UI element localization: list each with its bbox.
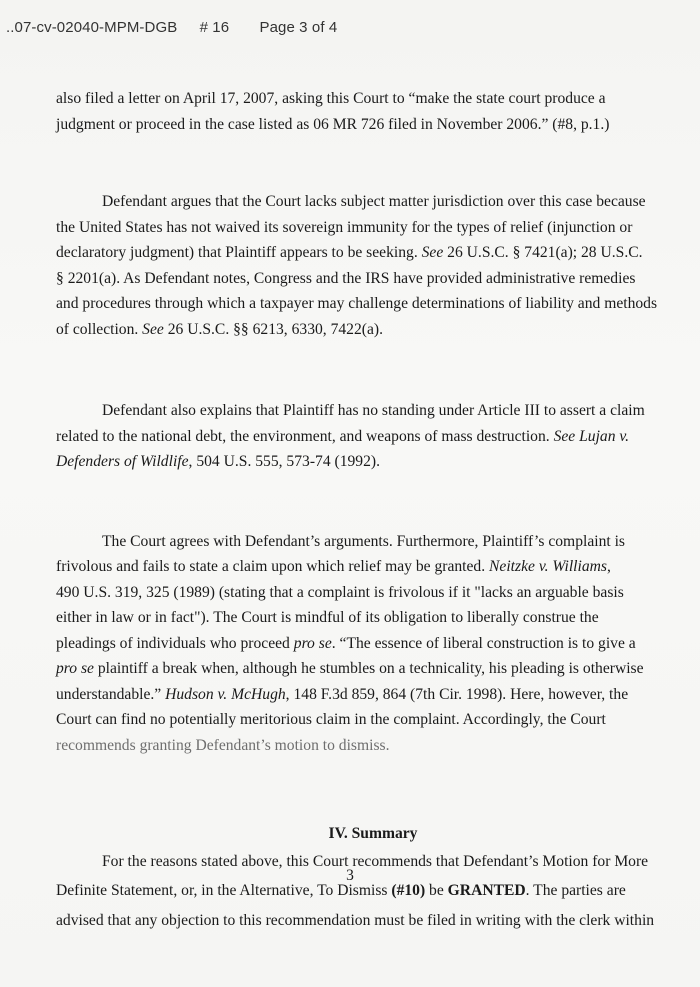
case-header	[6, 19, 337, 36]
text-line: Defenders of Wildlife, 504 U.S. 555, 573-74 (1992).	[56, 453, 380, 470]
text-line: Court can find no potentially meritorious claim in the complaint. Accordingly, the Court	[56, 711, 606, 728]
paragraph-continuation	[56, 86, 690, 137]
text-line: The Court agrees with Defendant’s arguments. Furthermore, Plaintiff’s complaint is	[102, 532, 625, 550]
text-line: the United States has not waived its sovereign immunity for the types of relief (injunction or	[56, 218, 633, 236]
text-line: frivolous and fails to state a claim upon which relief may be granted. Neitzke v. Williams,	[56, 558, 611, 575]
text-line: § 2201(a). As Defendant notes, Congress and the IRS have provided administrative remedies	[56, 269, 636, 287]
paragraph-jurisdiction	[56, 189, 690, 342]
text-line: understandable.” Hudson v. McHugh, 148 F.3d 859, 864 (7th Cir. 1998). Here, however, the	[56, 685, 629, 703]
page-info: Page 3 of 4	[259, 19, 338, 36]
text-line: advised that any objection to this recommendation must be filed in writing with the clerk within	[56, 911, 655, 929]
text-line: 490 U.S. 319, 325 (1989) (stating that a complaint is frivolous if it "lacks an arguable basis	[56, 583, 624, 601]
paragraph-agreement	[56, 529, 690, 759]
paragraph-summary	[56, 849, 690, 934]
document-body	[56, 86, 690, 933]
text-line: declaratory judgment) that Plaintiff appears to be seeking. See 26 U.S.C. § 7421(a); 28 U.S.C.	[56, 244, 643, 261]
text-line: pro se plaintiff a break when, although he stumbles on a technicality, his pleading is otherwise	[56, 660, 644, 677]
text-line: and procedures through which a taxpayer may challenge determinations of liability and methods	[56, 295, 658, 312]
text-line: Definite Statement, or, in the Alternative, To Dismiss (#10) be GRANTED. The parties are	[56, 882, 626, 899]
text-line: judgment or proceed in the case listed as 06 MR 726 filed in November 2006.” (#8, p.1.)	[56, 115, 610, 133]
text-line: also filed a letter on April 17, 2007, asking this Court to “make the state court produce a	[56, 90, 606, 107]
text-line: Defendant argues that the Court lacks subject matter jurisdiction over this case because	[102, 193, 646, 210]
text-line: of collection. See 26 U.S.C. §§ 6213, 6330, 7422(a).	[56, 320, 383, 338]
text-line: pleadings of individuals who proceed pro se. “The essence of liberal construction is to give a	[56, 634, 636, 652]
document-number: # 16	[199, 19, 230, 36]
page-number: 3	[346, 867, 354, 884]
text-line: recommends granting Defendant’s motion to dismiss.	[56, 736, 390, 754]
text-line: For the reasons stated above, this Court recommends that Defendant’s Motion for More	[102, 852, 649, 870]
text-line: Defendant also explains that Plaintiff has no standing under Article III to assert a claim	[102, 402, 645, 419]
paragraph-standing	[56, 398, 690, 475]
case-number: ..07-cv-02040-MPM-DGB	[6, 19, 178, 36]
text-line: related to the national debt, the environment, and weapons of mass destruction. See Lujan v.	[56, 427, 630, 445]
text-line: either in law or in fact"). The Court is mindful of its obligation to liberally construe the	[56, 609, 599, 626]
section-heading: IV. Summary	[328, 825, 418, 842]
